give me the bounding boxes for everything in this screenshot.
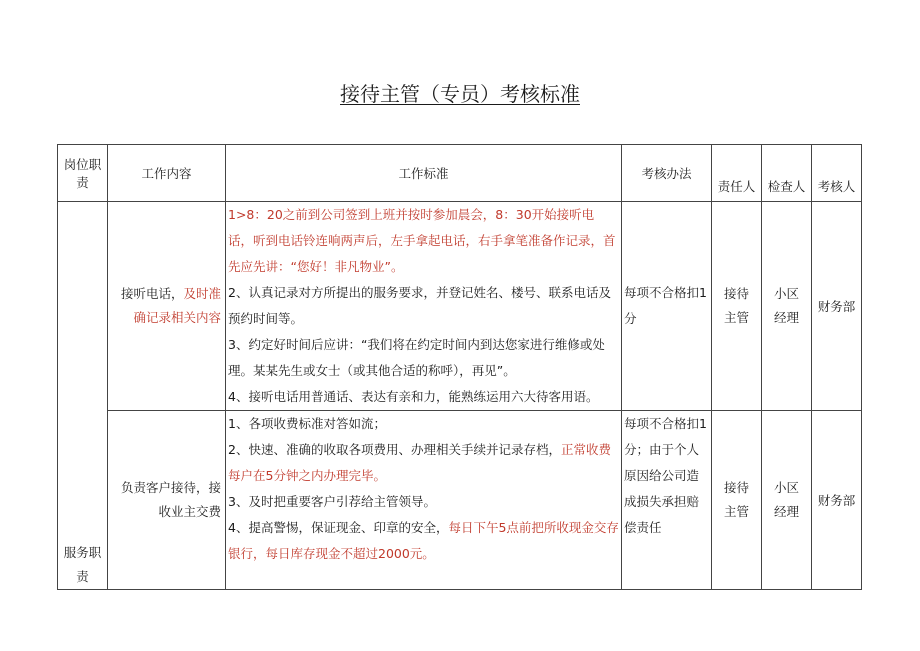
method-cell: 每项不合格扣1分 (622, 202, 712, 411)
responsible-cell: 接待主管 (712, 411, 762, 590)
header-method: 考核办法 (622, 145, 712, 202)
standard-item: 1、各项收费标准对答如流； (228, 416, 386, 431)
content-red: 及时准确记录相关内容 (133, 286, 221, 325)
header-post: 岗位职责 (58, 145, 108, 202)
header-row (58, 145, 862, 202)
standard-item: 1>8：20之前到公司签到上班并按时参加晨会，8：30开始接听电话，听到电话铃连响两声后，左手拿起电话，右手拿笔准备作记录，首先应先讲：“您好！非凡物业”。 (228, 207, 616, 274)
standard-item: 3、约定好时间后应讲：“我们将在约定时间内到达您家进行维修或处理。某某先生或女士（或其他合适的称呼），再见”。 (228, 337, 605, 378)
standard-item: 2、快速、准确的收取各项费用、办理相关手续并记录存档，正常收费每户在5分钟之内办理完毕。 (228, 442, 611, 483)
content-cell (108, 411, 226, 590)
method-cell: 每项不合格扣1分；由于个人原因给公司造成损失承担赔偿责任 (622, 411, 712, 590)
standard-item: 4、接听电话用普通话、表达有亲和力，能熟练运用六大待客用语。 (228, 389, 599, 404)
content-cell (108, 202, 226, 411)
assessor-cell: 财务部 (812, 202, 862, 411)
header-standard: 工作标准 (226, 145, 622, 202)
standard-cell (226, 411, 622, 590)
content-plain: 接听电话， (120, 286, 184, 301)
checker-cell: 小区经理 (762, 202, 812, 411)
header-content: 工作内容 (108, 145, 226, 202)
group-cell: 服务职责 (58, 202, 108, 590)
table-row (58, 202, 862, 411)
content-plain: 负责客户接待，接收业主交费 (120, 480, 221, 519)
standard-item: 4、提高警惕，保证现金、印章的安全，每日下午5点前把所收现金交存银行，每日库存现金不超过2000元。 (228, 520, 619, 561)
assessor-cell: 财务部 (812, 411, 862, 590)
header-assessor: 考核人 (812, 145, 862, 202)
checker-cell: 小区经理 (762, 411, 812, 590)
responsible-cell: 接待主管 (712, 202, 762, 411)
table-row (58, 411, 862, 590)
header-responsible: 责任人 (712, 145, 762, 202)
standard-item: 3、及时把重要客户引荐给主管领导。 (228, 494, 436, 509)
header-checker: 检查人 (762, 145, 812, 202)
standard-item: 2、认真记录对方所提出的服务要求，并登记姓名、楼号、联系电话及预约时间等。 (228, 285, 611, 326)
page-title: 接待主管（专员）考核标准 (340, 82, 580, 106)
standard-cell (226, 202, 622, 411)
assessment-table (57, 144, 862, 590)
